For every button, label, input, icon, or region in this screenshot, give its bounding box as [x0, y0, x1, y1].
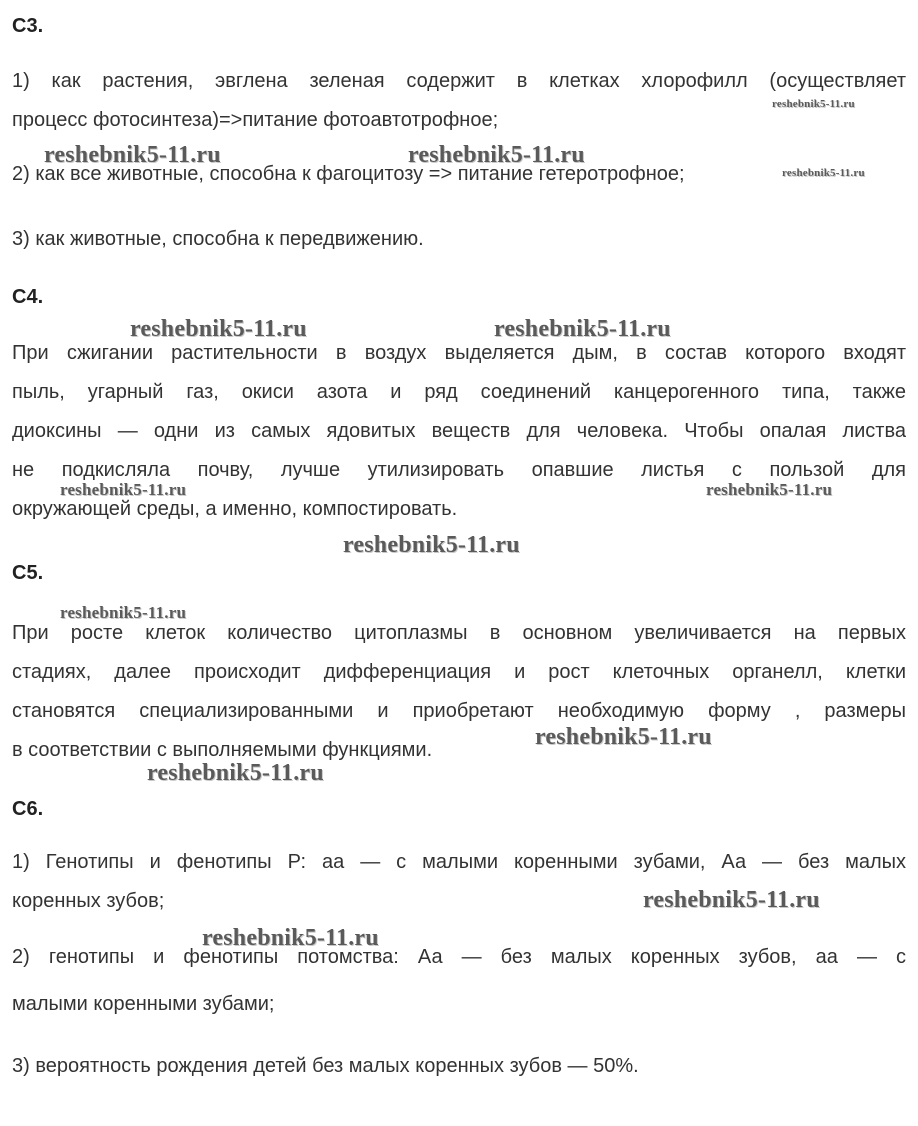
c5-line-4: в соответствии с выполняемыми функциями.	[12, 739, 433, 761]
watermark: reshebnik5-11.ru	[535, 724, 712, 750]
c4-line-4: не подкисляла почву, лучше утилизировать опавшие листья с пользой для	[12, 459, 906, 481]
watermark: reshebnik5-11.ru	[706, 480, 833, 499]
watermark: reshebnik5-11.ru	[494, 316, 671, 342]
c3-line-1: 1) как растения, эвглена зеленая содержит в клетках хлорофилл (осуществляет	[12, 70, 906, 92]
c4-line-2: пыль, угарный газ, окиси азота и ряд соединений канцерогенного типа, также	[12, 381, 906, 403]
section-title-c3: С3.	[12, 15, 44, 37]
c5-line-3: становятся специализированными и приобретают необходимую форму , размеры	[12, 700, 906, 722]
section-title-c5: С5.	[12, 562, 44, 584]
watermark: reshebnik5-11.ru	[130, 316, 307, 342]
section-title-c4: С4.	[12, 286, 44, 308]
c6-line-1: 1) Генотипы и фенотипы Р: аа — с малыми коренными зубами, Аа — без малых	[12, 851, 906, 873]
c6-line-3: 2) генотипы и фенотипы потомства: Аа — без малых коренных зубов, аа — с	[12, 946, 906, 968]
watermark: reshebnik5-11.ru	[202, 925, 379, 951]
c6-line-5: 3) вероятность рождения детей без малых коренных зубов — 50%.	[12, 1055, 639, 1077]
watermark: reshebnik5-11.ru	[343, 532, 520, 558]
watermark: reshebnik5-11.ru	[44, 142, 221, 168]
c3-line-3: 2) как все животные, способна к фагоцитозу => питание гетеротрофное;	[12, 163, 685, 185]
watermark: reshebnik5-11.ru	[408, 142, 585, 168]
c5-line-1: При росте клеток количество цитоплазмы в основном увеличивается на первых	[12, 622, 906, 644]
c6-line-2: коренных зубов;	[12, 890, 165, 912]
c3-line-4: 3) как животные, способна к передвижению.	[12, 228, 424, 250]
c3-line-2: процесс фотосинтеза)=>питание фотоавтотрофное;	[12, 109, 499, 131]
watermark: reshebnik5-11.ru	[643, 887, 820, 913]
watermark: reshebnik5-11.ru	[782, 167, 865, 179]
watermark: reshebnik5-11.ru	[60, 480, 187, 499]
section-title-c6: С6.	[12, 798, 44, 820]
watermark: reshebnik5-11.ru	[772, 98, 855, 110]
c4-line-1: При сжигании растительности в воздух выделяется дым, в состав которого входят	[12, 342, 906, 364]
c4-line-3: диоксины — одни из самых ядовитых веществ для человека. Чтобы опалая листва	[12, 420, 906, 442]
c6-line-4: малыми коренными зубами;	[12, 993, 275, 1015]
c4-line-5: окружающей среды, а именно, компостировать.	[12, 498, 458, 520]
c5-line-2: стадиях, далее происходит дифференциация и рост клеточных органелл, клетки	[12, 661, 906, 683]
watermark: reshebnik5-11.ru	[147, 760, 324, 786]
watermark: reshebnik5-11.ru	[60, 603, 187, 622]
